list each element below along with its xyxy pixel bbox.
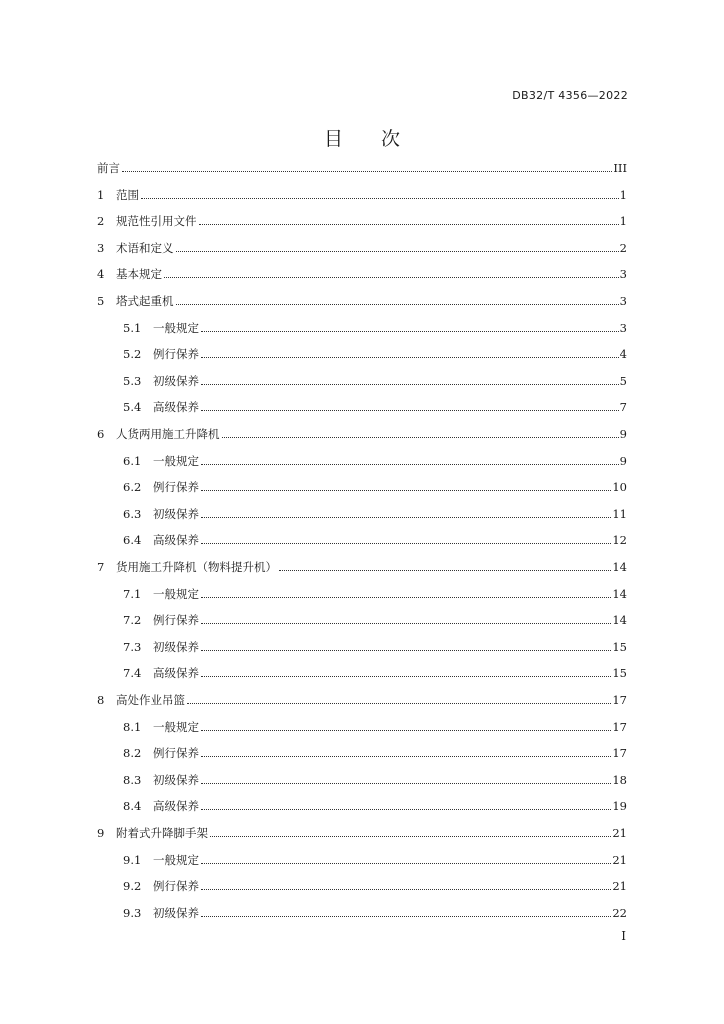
toc-entry-label: 高级保养 bbox=[153, 799, 199, 814]
toc-entry-page: 4 bbox=[619, 347, 627, 362]
toc-entry[interactable] bbox=[97, 292, 627, 310]
toc-entry[interactable] bbox=[123, 771, 627, 789]
toc-entry-number: 5.1 bbox=[123, 320, 142, 335]
toc-entry[interactable] bbox=[123, 478, 627, 496]
toc-entry-number: 8 bbox=[97, 693, 105, 707]
toc-entry-label: 初级保养 bbox=[153, 905, 199, 920]
toc-entry-number: 7.1 bbox=[123, 586, 142, 601]
dot-leader bbox=[201, 383, 619, 385]
toc-entry-page: 3 bbox=[619, 267, 627, 282]
toc-entry[interactable] bbox=[97, 239, 627, 257]
toc-entry[interactable] bbox=[123, 638, 627, 656]
standard-code: DB32/T 4356—2022 bbox=[512, 89, 628, 102]
toc-entry-label: 货用施工升降机（物料提升机） bbox=[116, 560, 277, 574]
dot-leader bbox=[222, 436, 619, 438]
dot-leader bbox=[201, 675, 611, 677]
toc-entry-label: 初级保养 bbox=[153, 373, 199, 388]
toc-entry-number: 5.2 bbox=[123, 347, 142, 362]
toc-entry-page: 21 bbox=[612, 852, 627, 867]
toc-entry[interactable] bbox=[123, 319, 627, 337]
toc-entry-page: 11 bbox=[612, 506, 627, 521]
dot-leader bbox=[141, 197, 619, 199]
toc-entry[interactable] bbox=[123, 851, 627, 869]
dot-leader bbox=[201, 729, 611, 731]
toc-entry-label: 初级保养 bbox=[153, 772, 199, 787]
toc-entry-label: 例行保养 bbox=[153, 746, 199, 761]
page-number: I bbox=[621, 929, 626, 943]
toc-entry-page: 22 bbox=[612, 905, 627, 920]
toc-entry-page: 18 bbox=[612, 772, 627, 787]
toc-entry-number: 5 bbox=[97, 294, 105, 308]
toc-entry-label: 高级保养 bbox=[153, 666, 199, 681]
toc-entry-page: 21 bbox=[612, 826, 627, 840]
dot-leader bbox=[201, 755, 611, 757]
toc-entry-page: 7 bbox=[619, 400, 627, 415]
toc-entry-page: 17 bbox=[612, 693, 627, 707]
toc-entry-page: III bbox=[613, 161, 627, 175]
toc-entry-label: 人货两用施工升降机 bbox=[116, 427, 220, 441]
toc-entry-label: 例行保养 bbox=[153, 879, 199, 894]
dot-leader bbox=[201, 649, 611, 651]
toc-entry[interactable] bbox=[123, 345, 627, 363]
toc-entry-number: 2 bbox=[97, 214, 105, 229]
toc-entry-number: 9.1 bbox=[123, 852, 142, 867]
toc-entry[interactable] bbox=[123, 505, 627, 523]
dot-leader bbox=[201, 622, 611, 624]
dot-leader bbox=[201, 782, 611, 784]
dot-leader bbox=[201, 330, 619, 332]
dot-leader bbox=[279, 569, 611, 571]
toc-entry-number: 9.2 bbox=[123, 879, 142, 894]
dot-leader bbox=[199, 223, 619, 225]
toc-entry-label: 范围 bbox=[116, 187, 139, 202]
toc-entry-page: 15 bbox=[612, 639, 627, 654]
toc-entry-page: 3 bbox=[619, 294, 627, 308]
toc-entry-number: 9 bbox=[97, 826, 105, 840]
toc-entry[interactable] bbox=[123, 452, 627, 470]
dot-leader bbox=[187, 702, 611, 704]
toc-entry[interactable] bbox=[123, 585, 627, 603]
toc-entry-label: 高处作业吊篮 bbox=[116, 693, 185, 707]
toc-entry-page: 14 bbox=[612, 586, 627, 601]
toc-entry-number: 7.2 bbox=[123, 613, 142, 628]
toc-entry-page: 17 bbox=[612, 719, 627, 734]
toc-entry-label: 塔式起重机 bbox=[116, 294, 174, 308]
toc-entry-page: 1 bbox=[619, 187, 627, 202]
toc-entry-label: 例行保养 bbox=[153, 347, 199, 362]
toc-entry-label: 基本规定 bbox=[116, 267, 162, 282]
toc-entry-page: 17 bbox=[612, 746, 627, 761]
toc-entry-label: 高级保养 bbox=[153, 400, 199, 415]
dot-leader bbox=[201, 862, 611, 864]
toc-entry-page: 14 bbox=[612, 613, 627, 628]
dot-leader bbox=[210, 835, 611, 837]
dot-leader bbox=[201, 915, 611, 917]
toc-entry-label: 前言 bbox=[97, 161, 120, 175]
toc-title: 目 次 bbox=[323, 128, 417, 150]
dot-leader bbox=[201, 516, 611, 518]
toc-entry-number: 8.2 bbox=[123, 746, 142, 761]
toc-entry-label: 高级保养 bbox=[153, 533, 199, 548]
toc-entry-page: 9 bbox=[619, 427, 627, 441]
toc-entry-label: 附着式升降脚手架 bbox=[116, 826, 208, 840]
dot-leader bbox=[122, 170, 612, 172]
dot-leader bbox=[201, 356, 619, 358]
toc-entry[interactable] bbox=[97, 824, 627, 842]
toc-entry-page: 14 bbox=[612, 560, 627, 574]
toc-entry-number: 5.3 bbox=[123, 373, 142, 388]
toc-entry-label: 一般规定 bbox=[153, 453, 199, 468]
toc-entry-number: 1 bbox=[97, 187, 105, 202]
toc-entry-page: 21 bbox=[612, 879, 627, 894]
toc-entry-label: 规范性引用文件 bbox=[116, 214, 197, 229]
toc-entry-label: 一般规定 bbox=[153, 320, 199, 335]
toc-entry[interactable] bbox=[123, 904, 627, 922]
toc-entry-label: 例行保养 bbox=[153, 480, 199, 495]
toc-entry[interactable] bbox=[97, 558, 627, 576]
toc-entry-number: 8.4 bbox=[123, 799, 142, 814]
toc-entry-number: 4 bbox=[97, 267, 105, 282]
toc-entry-number: 6.2 bbox=[123, 480, 142, 495]
toc-entry-label: 一般规定 bbox=[153, 719, 199, 734]
toc-entry-number: 9.3 bbox=[123, 905, 142, 920]
toc-entry[interactable] bbox=[123, 531, 627, 549]
toc-entry-page: 1 bbox=[619, 214, 627, 229]
toc-entry-page: 15 bbox=[612, 666, 627, 681]
toc-entry-label: 一般规定 bbox=[153, 586, 199, 601]
toc-entry-number: 8.1 bbox=[123, 719, 142, 734]
toc-entry-page: 12 bbox=[612, 533, 627, 548]
dot-leader bbox=[201, 463, 619, 465]
toc-entry-page: 10 bbox=[612, 480, 627, 495]
dot-leader bbox=[176, 303, 619, 305]
dot-leader bbox=[201, 596, 611, 598]
toc-entry-number: 6.3 bbox=[123, 506, 142, 521]
toc-entry-page: 19 bbox=[612, 799, 627, 814]
toc-entry[interactable] bbox=[97, 425, 627, 443]
toc-entry[interactable] bbox=[123, 398, 627, 416]
toc-entry-label: 初级保养 bbox=[153, 639, 199, 654]
toc-entry[interactable] bbox=[97, 212, 627, 230]
toc-entry-label: 术语和定义 bbox=[116, 240, 174, 255]
toc-entry-page: 2 bbox=[619, 240, 627, 255]
toc-entry-number: 5.4 bbox=[123, 400, 142, 415]
toc-entry[interactable] bbox=[123, 664, 627, 682]
dot-leader bbox=[201, 888, 611, 890]
toc-entry[interactable] bbox=[123, 718, 627, 736]
toc-entry-number: 6.1 bbox=[123, 453, 142, 468]
toc-entry-number: 3 bbox=[97, 240, 105, 255]
toc-entry-number: 6 bbox=[97, 427, 105, 441]
toc-entry-number: 6.4 bbox=[123, 533, 142, 548]
toc-entry[interactable] bbox=[123, 372, 627, 390]
toc-entry-label: 例行保养 bbox=[153, 613, 199, 628]
dot-leader bbox=[164, 276, 619, 278]
toc-entry[interactable] bbox=[97, 691, 627, 709]
toc-entry-number: 7.3 bbox=[123, 639, 142, 654]
dot-leader bbox=[201, 808, 611, 810]
toc-entry-number: 8.3 bbox=[123, 772, 142, 787]
dot-leader bbox=[201, 542, 611, 544]
toc-entry[interactable] bbox=[97, 159, 627, 177]
dot-leader bbox=[201, 409, 619, 411]
toc-entry[interactable] bbox=[97, 186, 627, 204]
toc-entry-number: 7 bbox=[97, 560, 105, 574]
toc-entry[interactable] bbox=[123, 877, 627, 895]
toc-entry[interactable] bbox=[97, 265, 627, 283]
toc-entry[interactable] bbox=[123, 611, 627, 629]
toc-entry[interactable] bbox=[123, 797, 627, 815]
toc-entry-number: 7.4 bbox=[123, 666, 142, 681]
toc-entry-page: 9 bbox=[619, 453, 627, 468]
toc-entry-page: 3 bbox=[619, 320, 627, 335]
toc-entry-label: 一般规定 bbox=[153, 852, 199, 867]
toc-entry-page: 5 bbox=[619, 373, 627, 388]
dot-leader bbox=[176, 250, 619, 252]
toc-entry[interactable] bbox=[123, 744, 627, 762]
toc-entry-label: 初级保养 bbox=[153, 506, 199, 521]
dot-leader bbox=[201, 489, 611, 491]
